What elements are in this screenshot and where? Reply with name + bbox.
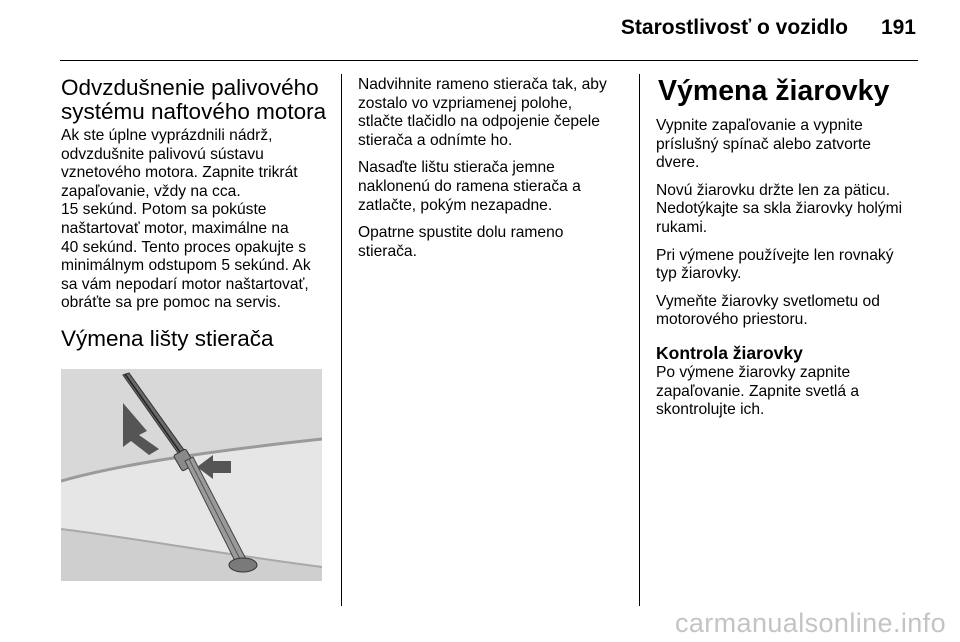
paragraph-wiper-lower: Opatrne spustite dolu rameno stierača. bbox=[358, 224, 564, 260]
paragraph-bulb-headlight: Vymeňte žiarovky svetlometu od motorového priestoru. bbox=[656, 292, 880, 329]
paragraph-bulb-ignition: Vypnite zapaľovanie a vypnite príslušný spínač alebo zatvorte dvere. bbox=[656, 117, 871, 172]
column-middle bbox=[358, 76, 624, 270]
column-left bbox=[61, 76, 333, 581]
header-title: Starostlivosť o vozidlo bbox=[620, 16, 848, 39]
paragraph-fuel-bleeding: Ak ste úplne vyprázdnili nádrž, odvzdušnite palivovú sústavu vznetového motora. Zapnite trikrát zapaľovanie, vždy na cca. 15 sekúnd. Potom sa pokúste naštartovať motor, maximálne na 40 sekúnd. Tento proces opakujte s minimálnym odstupom 5 sekúnd. Ak sa vám nepodarí motor naštartovať, obráťte sa pre pomoc na servis. bbox=[61, 127, 311, 312]
section-heading-wiper-blade: Výmena lišty stierača bbox=[61, 325, 274, 351]
column-divider-right bbox=[639, 74, 640, 606]
paragraph-bulb-type: Pri výmene používejte len rovnaký typ žiarovky. bbox=[656, 246, 894, 283]
section-heading-fuel-bleeding: Odvzdušnenie palivového systému naftového motora bbox=[61, 75, 327, 124]
paragraph-wiper-remove: Nadvihnite rameno stierača tak, aby zostalo vo vzpriamenej polohe, stlačte tlačidlo na odpojenie čepele stierača a odnímte ho. bbox=[358, 76, 607, 149]
section-heading-bulb-replacement: Výmena žiarovky bbox=[658, 75, 890, 107]
paragraph-bulb-handling: Novú žiarovku držte len za päticu. Nedotýkajte sa skla žiarovky holými rukami. bbox=[656, 181, 903, 236]
page-number: 191 bbox=[880, 16, 916, 39]
subheading-bulb-check: Kontrola žiarovky bbox=[656, 342, 803, 363]
header-rule bbox=[60, 60, 918, 61]
wiper-blade-illustration bbox=[61, 369, 322, 581]
column-right bbox=[656, 76, 924, 429]
watermark: carmanualsonline.info bbox=[674, 608, 946, 638]
paragraph-bulb-check: Po výmene žiarovky zapnite zapaľovanie. Zapnite svetlá a skontrolujte ich. bbox=[656, 363, 860, 419]
column-divider-left bbox=[341, 74, 342, 606]
paragraph-wiper-install: Nasaďte lištu stierača jemne naklonenú do ramena stierača a zatlačte, pokým nezapadne. bbox=[358, 159, 581, 214]
